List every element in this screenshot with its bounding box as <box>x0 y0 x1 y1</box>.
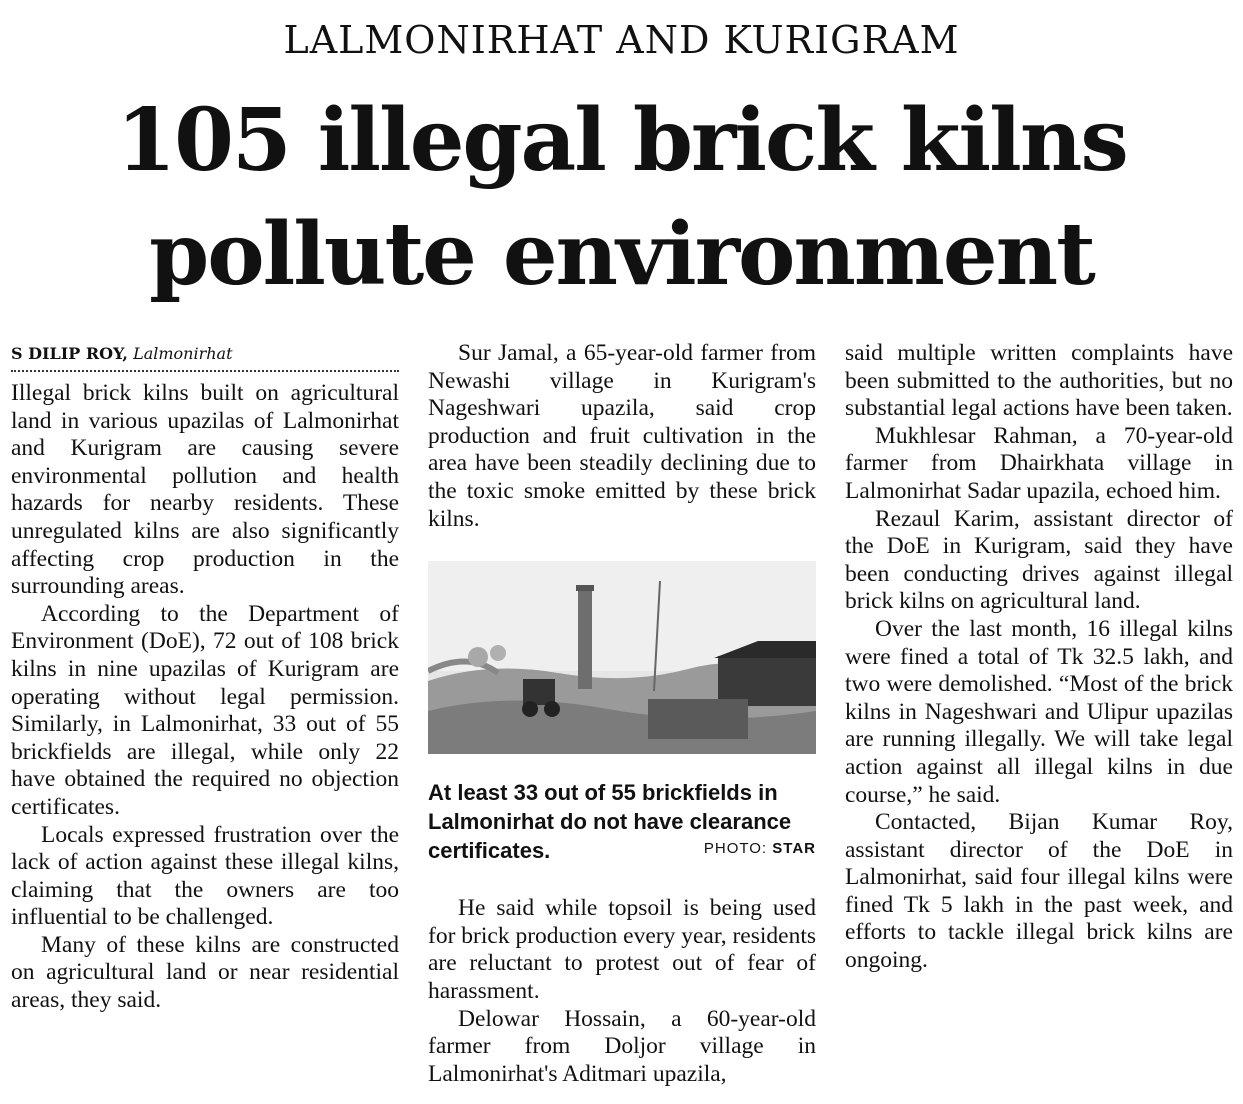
paragraph: He said while topsoil is being used for brick production every year, residents are reluctant to protest out of fear of harassment. <box>428 895 816 1004</box>
paragraph: said multiple written complaints have been submitted to the authorities, but no substantial legal actions have been taken. <box>845 340 1233 422</box>
paragraph: Delowar Hossain, a 60-year-old farmer from Doljor village in Lalmonirhat's Aditmari upazila, <box>428 1005 816 1087</box>
paragraph: Over the last month, 16 illegal kilns were fined a total of Tk 32.5 lakh, and two were demolished. “Most of the brick kilns in Nageshwari and Ulipur upazilas are running illegally. We will take legal action against all illegal kilns in due course,” he said. <box>845 615 1233 808</box>
credit-source: STAR <box>772 840 816 858</box>
headline-line-2: pollute environment <box>149 204 1094 305</box>
news-photo <box>428 561 816 754</box>
paragraph: Many of these kilns are constructed on agricultural land or near residential areas, they said. <box>11 931 399 1014</box>
brick-kiln-photo-image <box>428 561 816 754</box>
paragraph: Mukhlesar Rahman, a 70-year-old farmer from Dhairkhata village in Lalmonirhat Sadar upazila, echoed him. <box>845 422 1233 504</box>
paragraph: Rezaul Karim, assistant director of the DoE in Kurigram, said they have been conducting drives against illegal brick kilns on agricultural land. <box>845 505 1233 615</box>
paragraph: Contacted, Bijan Kumar Roy, assistant director of the DoE in Lalmonirhat, said four illegal kilns were fined Tk 5 lakh in the past week, and efforts to tackle illegal brick kilns are ongoing. <box>845 809 1233 974</box>
byline-author: S DILIP ROY, <box>11 344 128 363</box>
caption-text: At least 33 out of 55 brickfields in Lalmonirhat do not have clearance certificates. <box>428 780 792 864</box>
article-column-1 <box>11 340 399 1015</box>
paragraph: Sur Jamal, a 65-year-old farmer from Newashi village in Kurigram's Nageshwari upazila, said crop production and fruit cultivation in the area have been steadily declining due to the toxic smoke emitted by these brick kilns. <box>428 340 816 532</box>
byline <box>11 340 399 372</box>
article-column-3 <box>845 340 1233 975</box>
paragraph: Illegal brick kilns built on agricultural land in various upazilas of Lalmonirhat and Kurigram are causing severe environmental pollution and health hazards for nearby residents. These unregulated kilns are also significantly affecting crop production in the surrounding areas. <box>11 380 399 600</box>
byline-location: Lalmonirhat <box>133 344 233 363</box>
paragraph: According to the Department of Environment (DoE), 72 out of 108 brick kilns in nine upazilas of Kurigram are operating without legal permission. Similarly, in Lalmonirhat, 33 out of 55 brickfields are illegal, while only 22 have obtained the required no objection certificates. <box>11 600 399 820</box>
article-column-2 <box>428 340 816 1088</box>
headline-line-1: 105 illegal brick kilns <box>116 90 1127 191</box>
photo-credit <box>704 834 816 863</box>
photo-caption <box>428 778 816 865</box>
kicker: LALMONIRHAT AND KURIGRAM <box>283 18 960 62</box>
paragraph: Locals expressed frustration over the lack of action against these illegal kilns, claiming that the owners are too influential to be challenged. <box>11 821 399 931</box>
headline <box>0 84 1243 312</box>
credit-label: PHOTO: <box>703 840 768 858</box>
